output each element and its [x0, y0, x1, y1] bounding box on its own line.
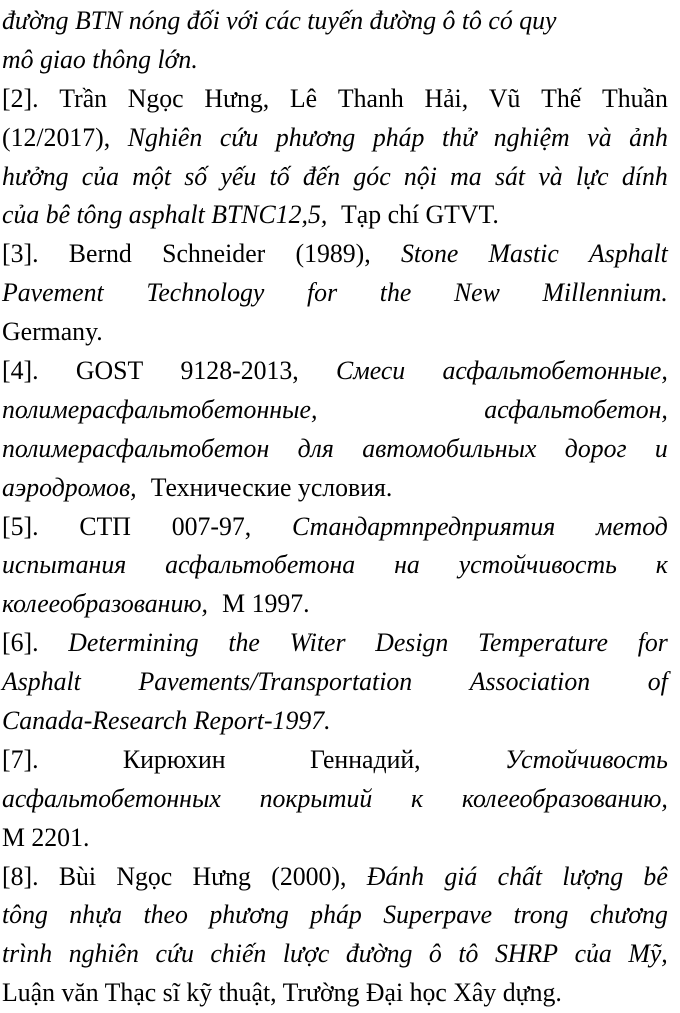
italic-run: колееобразованию, — [461, 783, 668, 813]
italic-run: for — [637, 628, 668, 658]
italic-run: Стандартпредприятия — [292, 511, 556, 541]
italic-run: Witer — [289, 628, 346, 658]
reference-line — [2, 741, 668, 780]
roman-run: М 2201. — [2, 822, 90, 852]
roman-run: Hưng, — [204, 83, 270, 113]
italic-run: cứu — [219, 122, 259, 152]
italic-run: chất — [497, 861, 543, 891]
italic-run: số — [184, 161, 208, 191]
reference-line — [2, 391, 668, 430]
reference-line — [2, 546, 668, 585]
italic-run: асфальтобетон, — [484, 394, 668, 424]
italic-run: tô — [458, 939, 479, 969]
reference-line — [2, 780, 668, 819]
italic-run: the — [379, 278, 412, 308]
italic-run: ảnh — [629, 122, 668, 152]
italic-run: к — [411, 783, 424, 813]
reference-line — [2, 508, 668, 547]
reference-line — [2, 896, 668, 935]
roman-run: [7]. — [2, 744, 39, 774]
italic-run: Canada-Research Report-1997. — [2, 706, 331, 736]
italic-run: đường — [345, 939, 413, 969]
reference-line — [2, 819, 668, 858]
roman-run: [4]. — [2, 356, 39, 386]
italic-run: tông — [2, 900, 48, 930]
italic-run: hưởng — [2, 161, 69, 191]
roman-run: Hải, — [424, 83, 469, 113]
italic-run: ma — [450, 161, 482, 191]
italic-run: nghiên — [68, 939, 139, 969]
reference-line — [2, 119, 668, 158]
italic-run: колееобразованию, — [2, 589, 208, 619]
roman-run: (12/2017), — [2, 122, 111, 152]
italic-run: tố — [269, 161, 290, 191]
roman-run: 007-97, — [171, 511, 252, 541]
italic-run: yếu — [220, 161, 257, 191]
italic-run: полимерасфальтобетонные, — [2, 394, 318, 424]
italic-run: theo — [143, 900, 188, 930]
roman-run: Lê — [289, 83, 318, 113]
italic-run: đường BTN nóng đối với các tuyến đường ô tô có quy — [2, 6, 557, 35]
roman-run: Ngọc — [116, 861, 173, 891]
reference-line — [2, 935, 668, 974]
italic-run: Determining — [68, 628, 199, 658]
italic-run: và — [587, 122, 612, 152]
italic-run: асфальтобетонные, — [442, 356, 668, 386]
italic-run: Asphalt — [2, 667, 81, 697]
italic-run: Nghiên — [127, 122, 203, 152]
italic-run: thử — [442, 122, 477, 152]
reference-line — [2, 430, 668, 469]
italic-run: đến — [302, 161, 341, 191]
references-list — [2, 2, 668, 1013]
italic-run: Pavements/Transportation — [138, 667, 413, 697]
italic-run: автомобильных — [362, 433, 537, 463]
italic-run: для — [297, 433, 334, 463]
italic-run: Technology — [146, 278, 265, 308]
italic-run: sát — [494, 161, 526, 191]
roman-run: Trần — [59, 83, 108, 113]
reference-line — [2, 196, 668, 235]
roman-run: Thế — [541, 83, 582, 113]
italic-run: асфальтобетонных — [2, 783, 221, 813]
italic-run: SHRP — [494, 939, 559, 969]
italic-run: New — [453, 278, 500, 308]
reference-line — [2, 585, 668, 624]
italic-run: mô giao thông lớn. — [2, 44, 198, 74]
reference-line — [2, 974, 668, 1013]
italic-run: к — [655, 550, 668, 580]
reference-line — [2, 274, 668, 313]
italic-run: Temperature — [478, 628, 608, 658]
roman-run: [6]. — [2, 628, 39, 658]
italic-run: pháp — [310, 900, 362, 930]
italic-run: của — [574, 939, 612, 969]
reference-line — [2, 663, 668, 702]
italic-run: pháp — [372, 122, 425, 152]
reference-line — [2, 158, 668, 197]
reference-line — [2, 41, 668, 80]
roman-run: Геннадий, — [309, 744, 421, 774]
reference-line — [2, 313, 668, 352]
roman-run: Hưng — [192, 861, 251, 891]
roman-run: Технические условия. — [144, 472, 393, 502]
reference-line — [2, 352, 668, 391]
roman-run: (1989), — [295, 239, 371, 269]
italic-run: Stone — [400, 239, 459, 269]
roman-run: Tạp chí GTVT. — [335, 200, 499, 230]
italic-run: chiến — [210, 939, 267, 969]
italic-run: Устойчивость — [505, 744, 668, 774]
italic-run: Pavement — [2, 278, 104, 308]
italic-run: lược — [282, 939, 330, 969]
italic-run: trình — [2, 939, 53, 969]
italic-run: метод — [596, 511, 668, 541]
italic-run: nhựa — [69, 900, 123, 930]
reference-line — [2, 624, 668, 663]
italic-run: ô — [428, 939, 442, 969]
italic-run: nghiệm — [493, 122, 570, 152]
italic-run: of — [647, 667, 668, 697]
italic-run: phương — [275, 122, 356, 152]
italic-run: của — [81, 161, 120, 191]
italic-run: chương — [589, 900, 668, 930]
italic-run: the — [228, 628, 260, 658]
reference-line — [2, 858, 668, 897]
italic-run: дорог — [564, 433, 627, 463]
italic-run: nội — [403, 161, 437, 191]
italic-run: trong — [513, 900, 569, 930]
roman-run: GOST — [75, 356, 144, 386]
roman-run: Vũ — [488, 83, 521, 113]
reference-line — [2, 702, 668, 741]
roman-run: Bernd — [68, 239, 132, 269]
roman-run: Thuần — [601, 83, 668, 113]
italic-run: Design — [375, 628, 449, 658]
roman-run: Schneider — [162, 239, 266, 269]
roman-run: Ngọc — [127, 83, 184, 113]
roman-run: [8]. — [2, 861, 39, 891]
italic-run: lực — [575, 161, 609, 191]
italic-run: Смеси — [336, 356, 406, 386]
roman-run: (2000), — [271, 861, 347, 891]
italic-run: на — [394, 550, 420, 580]
reference-line — [2, 469, 668, 508]
italic-run: Millennium. — [542, 278, 668, 308]
reference-line — [2, 80, 668, 119]
italic-run: phương — [209, 900, 289, 930]
italic-run: испытания — [2, 550, 127, 580]
roman-run: [2]. — [2, 83, 39, 113]
roman-run: М 1997. — [215, 589, 310, 619]
italic-run: и — [654, 433, 668, 463]
italic-run: полимерасфальтобетон — [2, 433, 270, 463]
roman-run: СТП — [79, 511, 131, 541]
italic-run: асфальтобетона — [165, 550, 356, 580]
italic-run: lượng — [562, 861, 624, 891]
italic-run: Mỹ, — [628, 939, 668, 969]
roman-run: Bùi — [58, 861, 97, 891]
italic-run: for — [307, 278, 338, 308]
roman-run: Luận văn Thạc sĩ kỹ thuật, Trường Đại học Xây dựng. — [2, 978, 562, 1008]
italic-run: устойчивость — [458, 550, 617, 580]
roman-run: Кирюхин — [122, 744, 226, 774]
roman-run: [3]. — [2, 239, 39, 269]
roman-run: Thanh — [337, 83, 404, 113]
italic-run: Mastic — [488, 239, 559, 269]
reference-line — [2, 235, 668, 274]
italic-run: và — [538, 161, 563, 191]
italic-run: góc — [353, 161, 391, 191]
italic-run: dính — [621, 161, 668, 191]
italic-run: bê — [643, 861, 668, 891]
italic-run: Đánh — [366, 861, 425, 891]
italic-run: Asphalt — [589, 239, 668, 269]
roman-run: [5]. — [2, 511, 39, 541]
italic-run: Association — [469, 667, 591, 697]
roman-run: 9128-2013, — [180, 356, 299, 386]
italic-run: cứu — [155, 939, 194, 969]
roman-run: Germany. — [2, 317, 103, 347]
italic-run: của bê tông asphalt BTNC12,5, — [2, 200, 328, 230]
italic-run: Superpave — [383, 900, 493, 930]
italic-run: một — [132, 161, 172, 191]
reference-line — [2, 2, 668, 41]
italic-run: покрытий — [259, 783, 373, 813]
italic-run: giá — [444, 861, 478, 891]
italic-run: аэродромов, — [2, 472, 137, 502]
